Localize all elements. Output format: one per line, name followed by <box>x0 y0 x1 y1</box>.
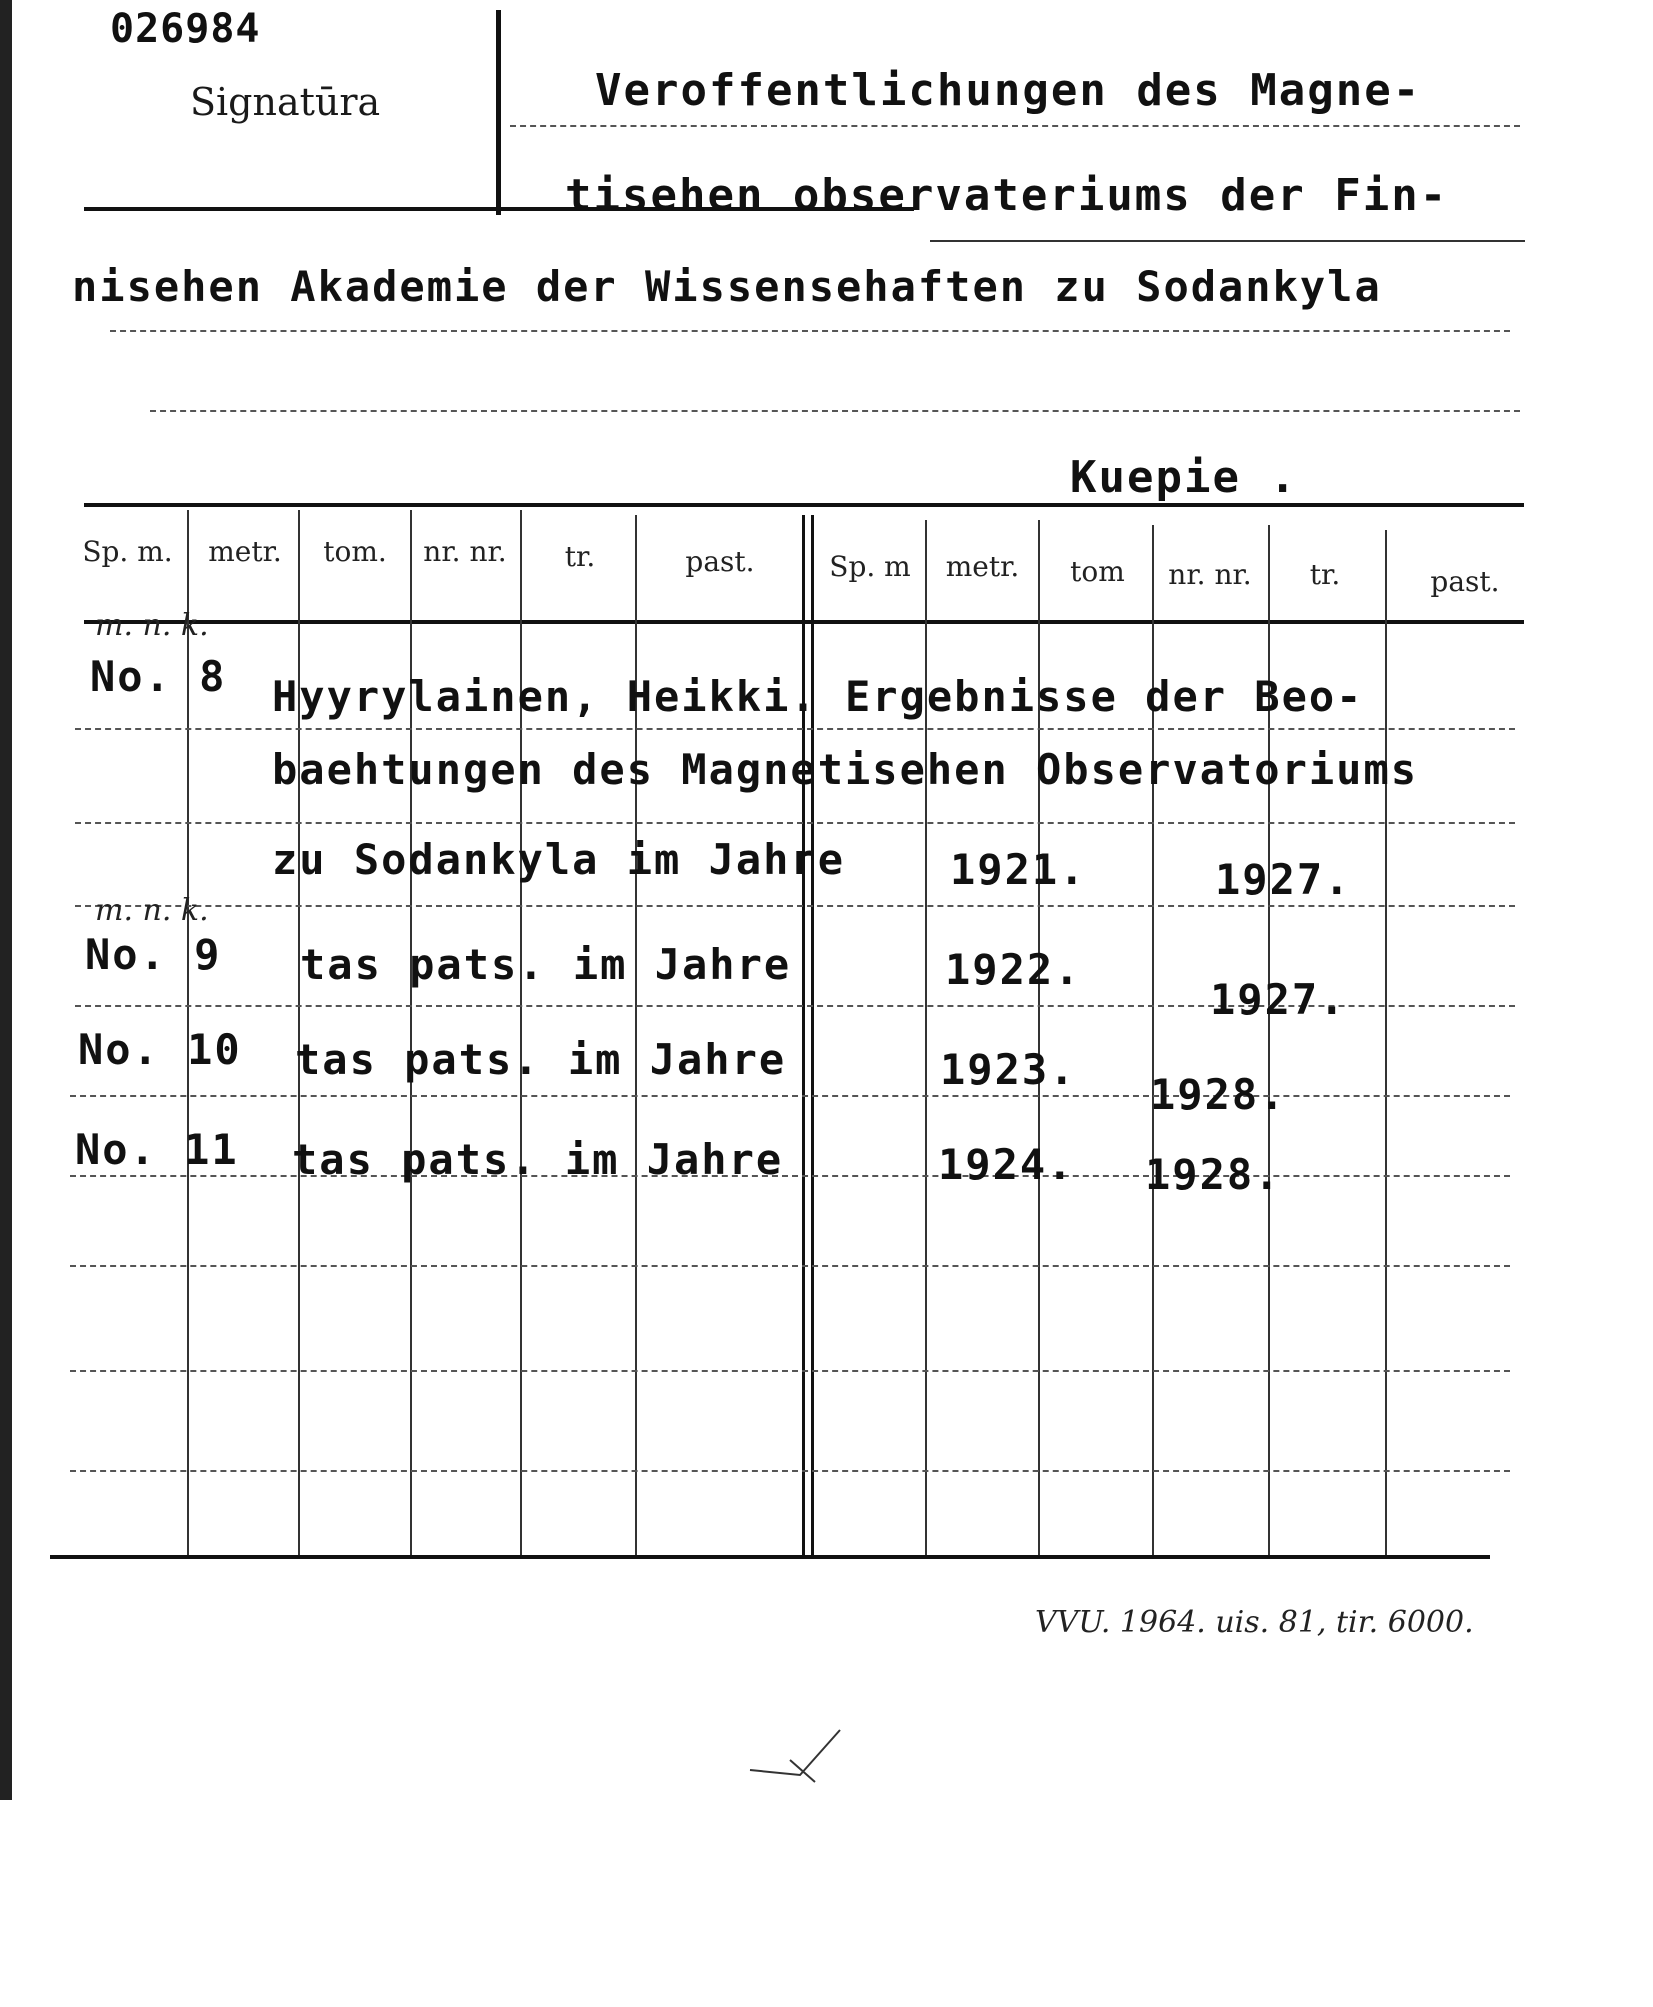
row-rule-9 <box>70 1470 1510 1472</box>
table-bottom-rule <box>50 1555 1490 1559</box>
entry-4-number: No. 11 <box>75 1125 239 1174</box>
col-left-past: past. <box>685 545 755 578</box>
entry-2-text: tas pats. im Jahre <box>300 940 792 989</box>
col-line-3 <box>410 510 412 1555</box>
entry-3-text: tas pats. im Jahre <box>295 1035 787 1084</box>
col-line-2 <box>298 510 300 1555</box>
col-line-4 <box>520 510 522 1555</box>
entry-4-text: tas pats. im Jahre <box>292 1135 784 1184</box>
title-rule-1 <box>510 125 1520 127</box>
entry-2-pub-year: 1927. <box>1210 975 1347 1024</box>
title-line-3: nisehen Akademie der Wissensehaften zu Sodankyla <box>72 262 1382 311</box>
place-of-publication: Kuepie . <box>1070 452 1298 503</box>
blank-rule-1 <box>150 410 1520 412</box>
stray-pen-mark-icon <box>740 1720 850 1790</box>
col-right-spm: Sp. m <box>829 550 911 583</box>
entry-3-number: No. 10 <box>78 1025 242 1074</box>
col-right-past: past. <box>1430 565 1500 598</box>
entry-1-pub-year: 1927. <box>1215 855 1352 904</box>
title-line-1: Veroffentlichungen des Magne- <box>595 65 1422 116</box>
col-left-nrnr: nr. nr. <box>423 535 507 568</box>
entry-3-pub-year: 1928. <box>1150 1070 1287 1119</box>
header-divider <box>496 10 501 215</box>
col-line-10 <box>1385 530 1387 1555</box>
entry-4-pub-year: 1928. <box>1145 1150 1282 1199</box>
col-right-tom: tom <box>1070 555 1125 588</box>
table-top-rule <box>84 503 1524 507</box>
col-left-tom: tom. <box>323 535 387 568</box>
col-right-metr: metr. <box>945 550 1020 583</box>
signature-label: Signatūra <box>190 80 381 124</box>
col-left-tr: tr. <box>564 540 596 573</box>
row-rule-3 <box>75 905 1515 907</box>
card-number: 026984 <box>110 6 261 52</box>
footer-print-note: VVU. 1964. uis. 81, tir. 6000. <box>1035 1605 1474 1640</box>
entry-2-number: No. 9 <box>85 930 222 979</box>
title-line-2: tisehen observateriums der Fin- <box>565 170 1449 221</box>
row-rule-7 <box>70 1265 1510 1267</box>
entry-1-mark: m. n. k. <box>95 608 209 643</box>
entry-1-line-2: baehtungen des Magnetisehen Observatoriums <box>272 745 1419 794</box>
col-right-tr: tr. <box>1309 558 1341 591</box>
entry-2-mark: m. n. k. <box>95 893 209 928</box>
row-rule-8 <box>70 1370 1510 1372</box>
row-rule-2 <box>75 822 1515 824</box>
entry-1-line-1: Hyyrylainen, Heikki. Ergebnisse der Beo- <box>272 672 1364 721</box>
title-rule-2 <box>930 240 1525 242</box>
col-left-metr: metr. <box>208 535 282 568</box>
row-rule-1 <box>75 728 1515 730</box>
entry-2-year: 1922. <box>945 945 1082 994</box>
col-right-nrnr: nr. nr. <box>1168 558 1252 591</box>
row-rule-5 <box>70 1095 1510 1097</box>
entry-4-year: 1924. <box>938 1140 1075 1189</box>
entry-1-line-3: zu Sodankyla im Jahre <box>272 835 846 884</box>
col-double-divider <box>802 515 814 1555</box>
row-rule-6 <box>70 1175 1510 1177</box>
entry-1-number: No. 8 <box>90 652 227 701</box>
entry-1-year: 1921. <box>950 845 1087 894</box>
title-rule-3 <box>110 330 1510 332</box>
entry-3-year: 1923. <box>940 1045 1077 1094</box>
card-left-edge <box>0 0 12 1800</box>
col-left-spm: Sp. m. <box>82 535 173 568</box>
